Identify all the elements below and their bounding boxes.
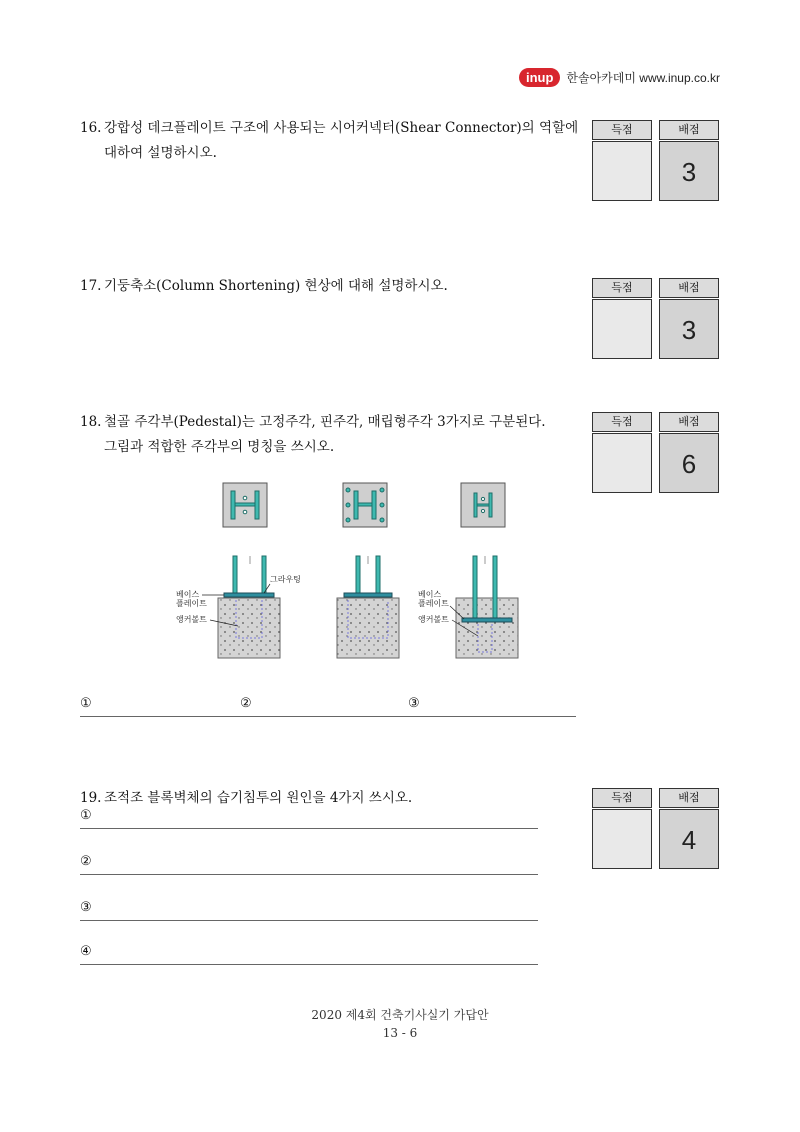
points-value: 6 <box>659 433 719 493</box>
question-text: 기둥축소(Column Shortening) 현상에 대해 설명하시오. <box>104 278 448 294</box>
points-value: 3 <box>659 299 719 359</box>
score-box-18 <box>592 412 720 494</box>
q19-answer-line-4[interactable] <box>80 942 538 965</box>
q18-answer-line[interactable] <box>80 694 576 717</box>
pedestal-figure <box>160 476 540 666</box>
answer-marker: ③ <box>80 900 92 915</box>
inup-logo: inup <box>519 68 560 87</box>
q19-answer-line-2[interactable] <box>80 852 538 875</box>
label-grouting: 그라우팅 <box>270 575 301 584</box>
question-number: 19. <box>80 790 102 806</box>
page-number: 13 - 6 <box>382 1026 418 1040</box>
question-number: 16. <box>80 120 102 136</box>
allotted-label: 배점 <box>659 788 719 808</box>
question-17 <box>80 274 448 299</box>
plan-view-1 <box>223 483 267 527</box>
question-text: 강합성 데크플레이트 구조에 사용되는 시어커넥터(Shear Connector)의 역할에 <box>104 120 579 136</box>
plan-view-2 <box>343 483 387 527</box>
elevation-1 <box>218 556 280 658</box>
footer-title: 2020 제4회 건축기사실기 가답안 <box>311 1008 489 1022</box>
question-text-cont: 대하여 설명하시오. <box>104 145 217 161</box>
answer-marker-3: ③ <box>408 696 420 711</box>
question-number: 18. <box>80 414 102 430</box>
question-text-cont: 그림과 적합한 주각부의 명칭을 쓰시오. <box>104 439 335 455</box>
allotted-label: 배점 <box>659 120 719 140</box>
allotted-label: 배점 <box>659 278 719 298</box>
answer-marker-1: ① <box>80 696 92 711</box>
earned-label: 득점 <box>592 120 652 140</box>
header <box>519 68 720 87</box>
elevation-3 <box>456 556 518 658</box>
question-text: 철골 주각부(Pedestal)는 고정주각, 핀주각, 매립형주각 3가지로 구분된다. <box>104 414 546 430</box>
q19-answer-line-1[interactable] <box>80 806 538 829</box>
earned-label: 득점 <box>592 788 652 808</box>
label-base-plate-1b: 플레이트 <box>176 599 207 608</box>
question-16 <box>80 116 578 166</box>
elevation-2 <box>337 556 399 658</box>
plan-view-3 <box>461 483 505 527</box>
score-box-16 <box>592 120 720 202</box>
allotted-label: 배점 <box>659 412 719 432</box>
answer-marker: ② <box>80 854 92 869</box>
label-anchor-bolt-1: 앵커볼트 <box>176 615 207 624</box>
score-box-17 <box>592 278 720 360</box>
answer-marker-2: ② <box>240 696 252 711</box>
label-base-plate-3b: 플레이트 <box>418 599 449 608</box>
earned-field[interactable] <box>592 809 652 869</box>
score-box-19 <box>592 788 720 870</box>
points-value: 3 <box>659 141 719 201</box>
earned-label: 득점 <box>592 278 652 298</box>
answer-marker: ④ <box>80 944 92 959</box>
points-value: 4 <box>659 809 719 869</box>
label-base-plate-1a: 베이스 <box>176 590 200 599</box>
label-base-plate-3a: 베이스 <box>418 590 442 599</box>
earned-label: 득점 <box>592 412 652 432</box>
earned-field[interactable] <box>592 141 652 201</box>
earned-field[interactable] <box>592 433 652 493</box>
question-18 <box>80 410 546 460</box>
question-text: 조적조 블록벽체의 습기침투의 원인을 4가지 쓰시오. <box>104 790 413 806</box>
answer-marker: ① <box>80 808 92 823</box>
q19-answer-line-3[interactable] <box>80 898 538 921</box>
label-anchor-bolt-3: 앵커볼트 <box>418 615 449 624</box>
earned-field[interactable] <box>592 299 652 359</box>
site-name: 한솔아카데미 www.inup.co.kr <box>566 71 720 85</box>
question-number: 17. <box>80 278 102 294</box>
